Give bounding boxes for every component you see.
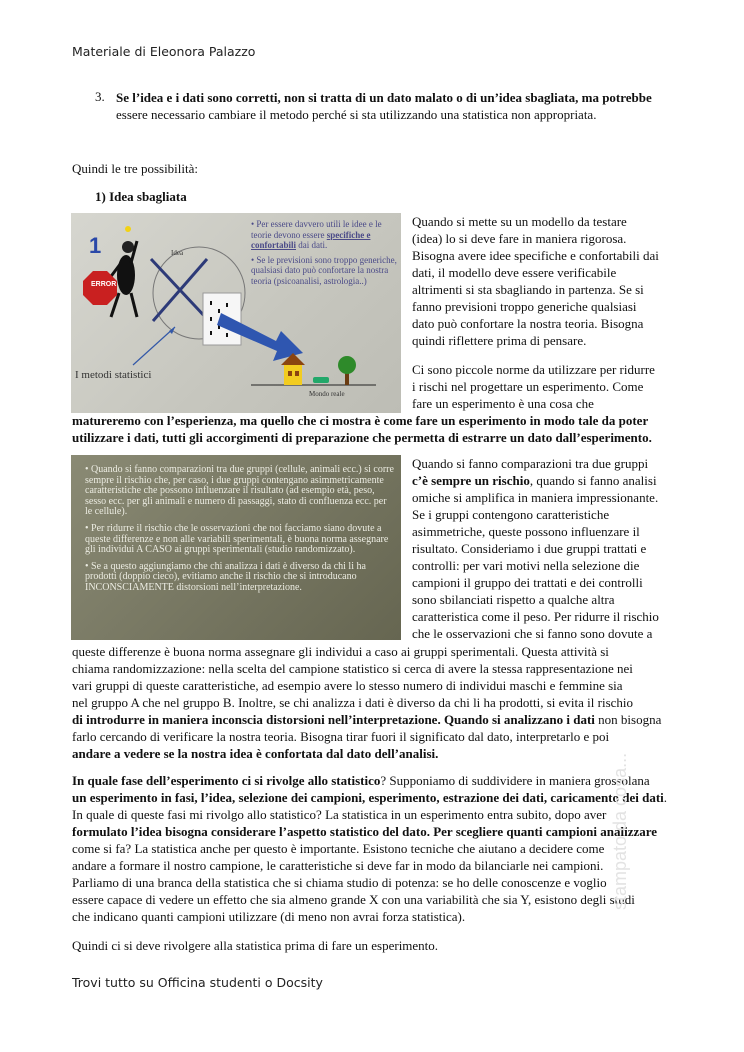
slide-image-randomizzazione (71, 455, 401, 640)
item3-rest: essere necessario cambiare il metodo perché si sta utilizzando una statistica non appropriata. (116, 107, 597, 122)
item3-bold: Se l’idea e i dati sono corretti, non si tratta di un dato malato o di un’idea sbagliata, ma potrebbe (116, 90, 652, 105)
slide2-bullet: • Per ridurre il rischio che le osservazioni che noi facciamo siano dovute a queste differenze e non alle variabili sperimentali, è buona norma assegnare gli individui A CASO ai gruppi sperimentali (studio randomizzato). (85, 522, 389, 556)
slide2-bullet: • Quando si fanno comparazioni tra due gruppi (cellule, animali ecc.) si corre sempre il rischio che, per caso, i due gruppi contengano asimmetricamente caratteristiche che possono influenzare il risultato (ad esempio età, peso, sesso ecc. per gli animali e numero di passaggi, stato di confluenza ecc. per le cellule). (85, 464, 394, 518)
paragraph-2-full: matureremo con l’esperienza, ma quello che ci mostra è come fare un esperimento in modo tale da poter utilizzare i dati, tutti gli accorgimenti di preparazione che permetta di estrarre un dato dall’esperimento. (72, 413, 652, 445)
page-header: Materiale di Eleonora Palazzo (72, 44, 256, 59)
slide1-left-caption: I metodi statistici (75, 369, 152, 381)
paragraph-4: In quale fase dell’esperimento ci si rivolge allo statistico? Supponiamo di suddividere in maniera grossolana un esperimento in fasi, l’idea, selezione dei campioni, esperimento, estrazione dei dati, caricamento dei dati. In quale di queste fasi mi rivolgo allo statistico? La statistica in un esperimento entra subito, dopo aver formulato l’idea bisogna considerare l’aspetto statistico del dato. Per scegliere quanti campioni analizzare come si fa? La statistica anche per questo è importante. Esistono tecniche che aiutano a decidere come andare a formare il nostro campione, le caratteristiche si deve far in modo da bilanciarle nei campioni. Parliamo di una branca della statistica che si chiama studio di potenza: se ho delle conoscenze e voglio essere capace di vedere un effetto che sia almeno grande X con una variabilità che sia Y, esistono degli studi che indicano quanti campioni utilizzare (di meno non avrai forza statistica). (72, 773, 668, 924)
watermark-text: stampato da cosa... (610, 752, 630, 910)
paragraph-1: Quando si mette su un modello da testare (idea) lo si deve fare in maniera rigorosa. Bisogna avere idee specifiche e confortabili dai dati, il modello deve essere verificabile altrimenti si sta sbagliando in partenza. Se si fanno previsioni troppo generiche qualsiasi dato può confortare la nostra teoria. Bisogna quindi riflettere prima di pensare. (412, 214, 659, 348)
slide1-bullet: • Se le previsioni sono troppo generiche, qualsiasi dato può confortare la nostra teoria (psicoanalisi, astrologia..) (251, 254, 397, 286)
list-number: 3. (95, 89, 105, 104)
slide2-bullets (85, 465, 395, 600)
paragraph-3-side: Quando si fanno comparazioni tra due gruppi c’è sempre un rischio, quando si fanno analisi omiche si amplifica in maniera impressionante. Se i gruppi contengono caratteristiche asimmetriche, queste possono influenzare il risultato. Consideriamo i due gruppi trattati e controlli: per vari motivi nella selezione die campioni il gruppo dei trattati e dei controlli sono sbilanciati rispetto a qualche altra caratteristica come il peso. Per ridurre il rischio che le osservazioni che si fanno sono dovute a (412, 456, 659, 641)
section-title: 1) Idea sbagliata (95, 189, 187, 204)
slide1-right-caption: Mondo reale (309, 390, 345, 398)
watermark (606, 580, 646, 920)
paragraph-2-side: Ci sono piccole norme da utilizzare per ridurre i rischi nel progettare un esperimento. Come fare un esperimento è una cosa che (412, 362, 655, 411)
slide-image-idea-sbagliata (71, 213, 401, 413)
intro-text: Quindi le tre possibilità: (72, 161, 199, 176)
error-sign: ERROR (91, 281, 117, 288)
slide2-bullet: • Se a questo aggiungiamo che chi analizza i dati è diverso da chi li ha prodotti (doppio cieco), evitiamo anche il rischio che si introducano INCONSCIAMENTE distorsioni nell’interpretazione. (85, 560, 366, 593)
slide1-bullets (251, 219, 399, 290)
slide-number: 1 (89, 233, 102, 258)
paragraph-3-full: queste differenze è buona norma assegnare gli individui a caso ai gruppi sperimentali. Questa attività si chiama randomizzazione: nella scelta del campione statistico si cerca di avere la stessa rappresentazione nei vari gruppi di queste caratteristiche, ad esempio avere lo stesso numero di individui maschi e femmine sia nel gruppo A che nel gruppo B. Inoltre, se chi analizza i dati è diverso da chi li ha prodotti, si evita il rischio di introdurre in maniera inconscia distorsioni nell’interpretazione. Quando si analizzano i dati non bisogna farlo cercando di verificare la nostra teoria. Bisogna tirar fuori il significato dal dato, interpretarlo e poi andare a vedere se la nostra idea è confortata dal dato dell’analisi. (72, 644, 662, 761)
paragraph-5: Quindi ci si deve rivolgere alla statistica prima di fare un esperimento. (72, 938, 439, 953)
slide1-bullet: • Per essere davvero utili le idee e le teorie devono essere specifiche e confortabili dai dati. (251, 219, 382, 250)
item3-text (116, 89, 676, 123)
page-footer: Trovi tutto su Officina studenti o Docsity (72, 975, 323, 990)
idea-label: Idea (171, 249, 184, 257)
